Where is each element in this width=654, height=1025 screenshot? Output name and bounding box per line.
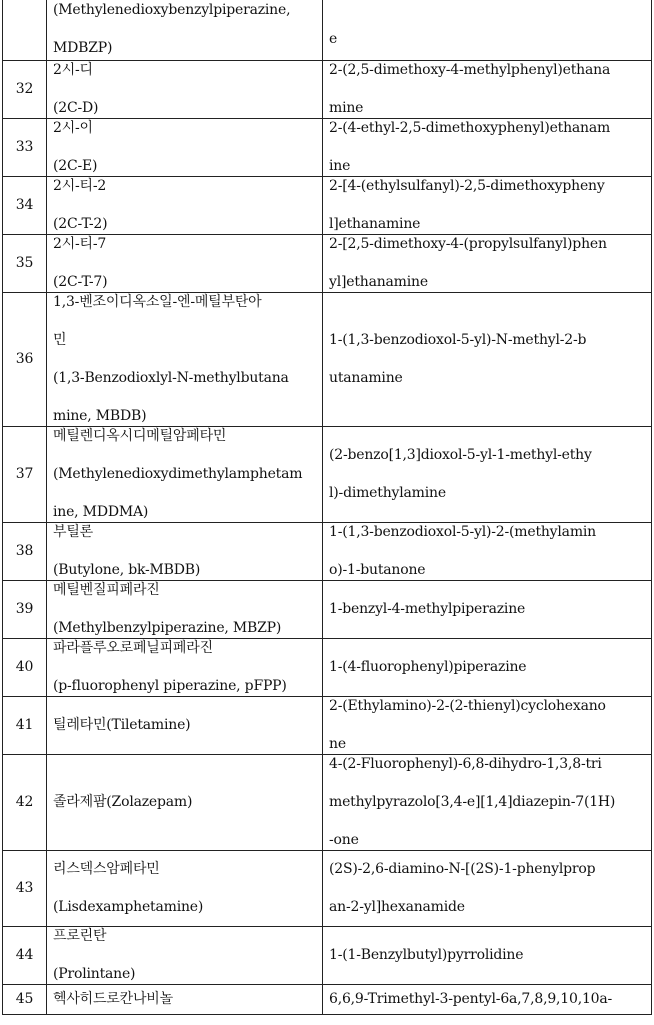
substance-name [47, 755, 323, 851]
substance-name-line: (Methylenedioxydimethylamphetam [53, 466, 303, 482]
substance-name-line: (Methylenedioxybenzylpiperazine, [53, 2, 291, 18]
substance-name-line: 부틸론 [53, 524, 93, 540]
substance-name-line: 틸레타민(Tiletamine) [53, 717, 191, 733]
chemical-name-line: 2-(4-ethyl-2,5-dimethoxyphenyl)ethanam [329, 120, 611, 136]
table-row [3, 427, 652, 523]
chemical-name [323, 985, 652, 1015]
chemical-name-line [329, 774, 645, 793]
chemical-name [323, 61, 652, 119]
substance-name-line [53, 879, 316, 898]
row-number: 44 [3, 927, 47, 985]
substance-name [47, 927, 323, 985]
chemical-name-line: -one [329, 832, 359, 848]
substance-name [47, 697, 323, 755]
substance-name-line: (Prolintane) [53, 966, 136, 982]
chemical-name-line [329, 138, 645, 157]
chemical-name-line [329, 542, 645, 561]
chemical-name-line: 1-(1,3-benzodioxol-5-yl)-2-(methylamin [329, 524, 596, 540]
chemical-name [323, 119, 652, 177]
substance-name-line [53, 20, 316, 39]
table-row [3, 697, 652, 755]
substance-name [47, 523, 323, 581]
substance-name [47, 119, 323, 177]
chemical-name-line: utanamine [329, 370, 403, 386]
chemical-name-line: 2-(2,5-dimethoxy-4-methylphenyl)ethana [329, 62, 611, 78]
chemical-name-line: l)-dimethylamine [329, 485, 446, 501]
substance-name-line: 파라플루오로페닐피페라진 [53, 640, 213, 656]
substance-name-line: 2시-디 [53, 62, 93, 78]
substance-name-line: 리스덱스암페타민 [53, 861, 160, 877]
row-number: 32 [3, 61, 47, 119]
substance-name [47, 985, 323, 1015]
substance-name-line: (Lisdexamphetamine) [53, 899, 204, 915]
substance-name-line: 1,3-벤조이디옥소일-엔-메틸부탄아 [53, 294, 262, 310]
chemical-name [323, 697, 652, 755]
substance-name-line: 헥사히드로칸나비놀 [53, 991, 173, 1007]
row-number: 37 [3, 427, 47, 523]
chemical-name-line [329, 716, 645, 735]
table-row [3, 851, 652, 927]
substance-name-line: (Butylone, bk-MBDB) [53, 562, 201, 578]
chemical-name-line [329, 350, 645, 369]
chemical-name-line: 1-(1,3-benzodioxol-5-yl)-N-methyl-2-b [329, 332, 587, 348]
substance-name-line [53, 600, 316, 619]
row-number: 36 [3, 293, 47, 427]
table-row [3, 639, 652, 697]
chemical-name [323, 427, 652, 523]
substance-table [2, 0, 652, 1015]
substance-name-line: (2C-T-7) [53, 274, 108, 290]
substance-name [47, 639, 323, 697]
chemical-name-line: 6,6,9-Trimethyl-3-pentyl-6a,7,8,9,10,10a- [329, 991, 613, 1007]
chemical-name-line [329, 196, 645, 215]
chemical-name-line: 2-[2,5-dimethoxy-4-(propylsulfanyl)phen [329, 236, 607, 252]
substance-name-line: (2C-D) [53, 100, 99, 116]
chemical-name-line [329, 254, 645, 273]
substance-name-line [53, 388, 316, 407]
row-number: 41 [3, 697, 47, 755]
substance-name-line [53, 658, 316, 677]
table-row [3, 0, 652, 61]
row-number: 39 [3, 581, 47, 639]
chemical-name [323, 755, 652, 851]
substance-name [47, 235, 323, 293]
substance-name-line [53, 350, 316, 369]
row-number: 33 [3, 119, 47, 177]
row-number: 43 [3, 851, 47, 927]
chemical-name-line: 1-benzyl-4-methylpiperazine [329, 601, 526, 617]
substance-name [47, 61, 323, 119]
substance-name-line: 메틸렌디옥시디메틸암페타민 [53, 428, 227, 444]
row-number [3, 0, 47, 61]
chemical-name-line: 4-(2-Fluorophenyl)-6,8-dihydro-1,3,8-tri [329, 756, 602, 772]
substance-name-line: 메틸벤질피페라진 [53, 582, 160, 598]
chemical-name-line: mine [329, 100, 364, 116]
substance-name-line: 졸라제팜(Zolazepam) [53, 794, 193, 810]
substance-name [47, 851, 323, 927]
chemical-name-line: an-2-yl]hexanamide [329, 899, 465, 915]
substance-name-line [53, 196, 316, 215]
substance-name [47, 293, 323, 427]
chemical-name-line: yl]ethanamine [329, 274, 428, 290]
chemical-name [323, 851, 652, 927]
chemical-name-line [329, 879, 645, 898]
substance-name-line: 2시-티-7 [53, 236, 107, 252]
chemical-name [323, 523, 652, 581]
row-number: 35 [3, 235, 47, 293]
table-row [3, 581, 652, 639]
substance-name-line: (Methylbenzylpiperazine, MBZP) [53, 620, 282, 636]
substance-name-line: mine, MBDB) [53, 408, 147, 424]
chemical-name-line: 2-[4-(ethylsulfanyl)-2,5-dimethoxypheny [329, 178, 605, 194]
substance-name [47, 427, 323, 523]
chemical-name-line: methylpyrazolo[3,4-e][1,4]diazepin-7(1H) [329, 794, 616, 810]
substance-name-line: 프로린탄 [53, 928, 107, 944]
substance-name-line: (2C-E) [53, 158, 98, 174]
substance-name-line [53, 484, 316, 503]
chemical-name [323, 639, 652, 697]
substance-name-line: (2C-T-2) [53, 216, 108, 232]
chemical-name [323, 927, 652, 985]
chemical-name-line [329, 465, 645, 484]
chemical-name-line: ine [329, 158, 351, 174]
substance-name-line: 2시-이 [53, 120, 93, 136]
table-row [3, 985, 652, 1015]
row-number: 42 [3, 755, 47, 851]
substance-name-line: ine, MDDMA) [53, 504, 149, 520]
row-number: 45 [3, 985, 47, 1015]
chemical-name-line: o)-1-butanone [329, 562, 426, 578]
substance-name-line: (p-fluorophenyl piperazine, pFPP) [53, 678, 287, 694]
substance-name-line: 민 [53, 332, 67, 348]
chemical-name [323, 293, 652, 427]
table-row [3, 293, 652, 427]
row-number: 34 [3, 177, 47, 235]
table-row [3, 235, 652, 293]
substance-name-line: MDBZP) [53, 40, 113, 56]
table-row [3, 523, 652, 581]
chemical-name-line: 1-(4-fluorophenyl)piperazine [329, 659, 527, 675]
substance-name-line [53, 312, 316, 331]
chemical-name-line: e [329, 30, 338, 47]
substance-table-body [3, 0, 652, 1015]
table-row [3, 177, 652, 235]
substance-name-line [53, 542, 316, 561]
substance-name-line: (1,3-Benzodioxlyl-N-methylbutana [53, 370, 289, 386]
chemical-name [323, 235, 652, 293]
chemical-name-line: (2-benzo[1,3]dioxol-5-yl-1-methyl-ethy [329, 447, 592, 463]
chemical-name [323, 581, 652, 639]
chemical-name-line: ne [329, 736, 346, 752]
substance-name [47, 0, 323, 61]
chemical-name-line: (2S)-2,6-diamino-N-[(2S)-1-phenylprop [329, 861, 596, 877]
table-row [3, 755, 652, 851]
chemical-name-line [329, 11, 645, 30]
chemical-name-line: 2-(Ethylamino)-2-(2-thienyl)cyclohexano [329, 698, 606, 714]
substance-name-line [53, 446, 316, 465]
chemical-name-line: l]ethanamine [329, 216, 421, 232]
substance-name-line: 2시-티-2 [53, 178, 107, 194]
table-row [3, 927, 652, 985]
table-row [3, 61, 652, 119]
substance-name-line [53, 138, 316, 157]
substance-name [47, 581, 323, 639]
row-number: 38 [3, 523, 47, 581]
substance-name-line [53, 254, 316, 273]
chemical-name [323, 0, 652, 61]
chemical-name [323, 177, 652, 235]
substance-name [47, 177, 323, 235]
row-number: 40 [3, 639, 47, 697]
chemical-name-line [329, 812, 645, 831]
substance-name-line [53, 80, 316, 99]
chemical-name-line: 1-(1-Benzylbutyl)pyrrolidine [329, 947, 524, 963]
substance-name-line [53, 946, 316, 965]
chemical-name-line [329, 80, 645, 99]
table-row [3, 119, 652, 177]
